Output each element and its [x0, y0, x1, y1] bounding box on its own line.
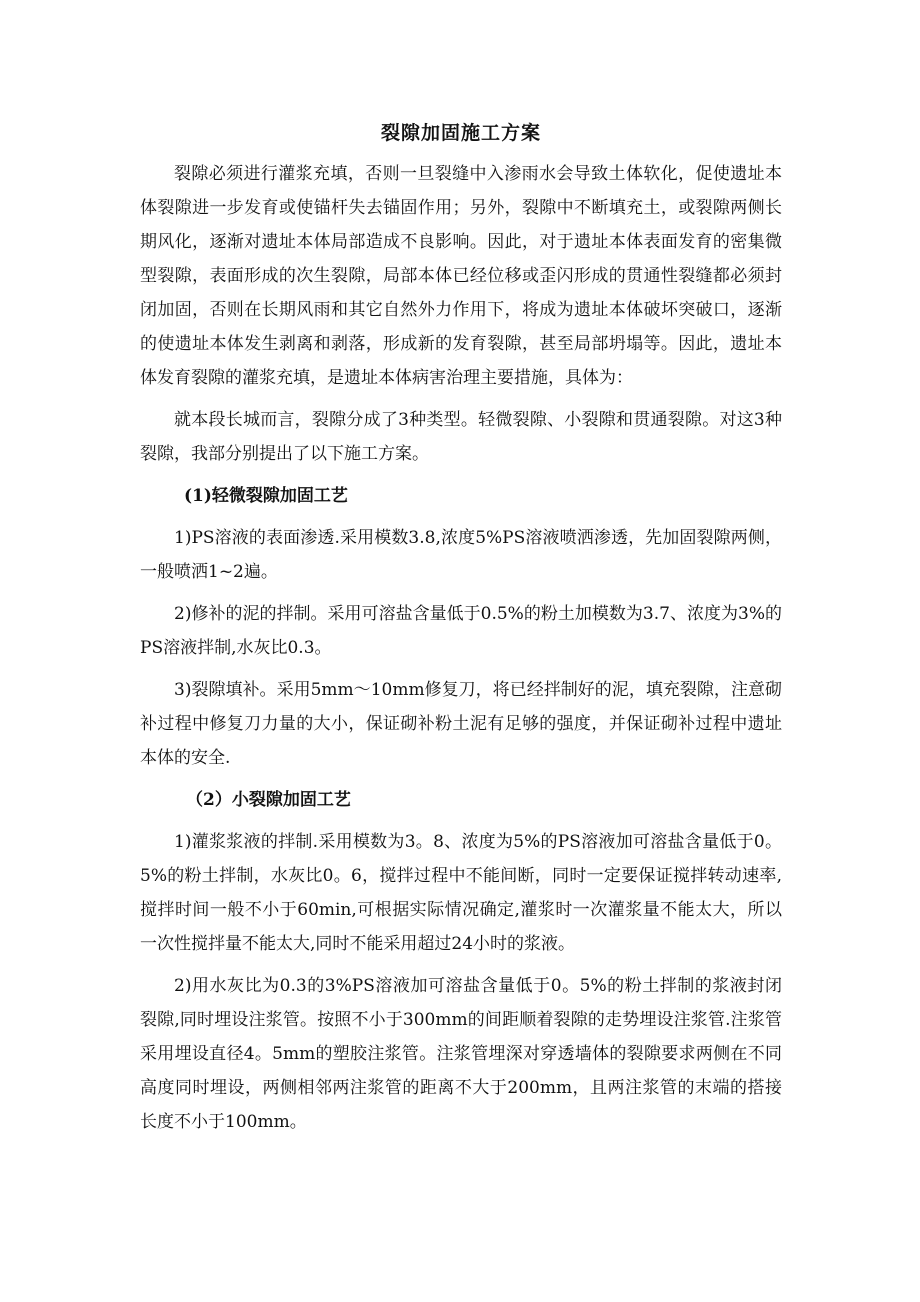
section-2-item-1: 1)灌浆浆液的拌制.采用模数为3。8、浓度为5%的PS溶液加可溶盐含量低于0。5%的粉土拌制，水灰比0。6，搅拌过程中不能间断，同时一定要保证搅拌转动速率,搅拌时间一般不小于60min,可根据实际情况确定,灌浆时一次灌浆量不能太大，所以一次性搅拌量不能太大,同时不能采用超过24小时的浆液。: [140, 832, 782, 954]
section-1-item-2: 2)修补的泥的拌制。采用可溶盐含量低于0.5%的粉土加模数为3.7、浓度为3%的PS溶液拌制,水灰比0.3。: [140, 604, 782, 658]
section-2-item-2: 2)用水灰比为0.3的3%PS溶液加可溶盐含量低于0。5%的粉土拌制的浆液封闭裂隙,同时埋设注浆管。按照不小于300mm的间距顺着裂隙的走势埋设注浆管.注浆管采用埋设直径4。5mm的塑胶注浆管。注浆管埋深对穿透墙体的裂隙要求两侧在不同高度同时埋设，两侧相邻两注浆管的距离不大于200mm，且两注浆管的末端的搭接长度不小于100mm。: [140, 976, 782, 1132]
section-1-item-3: 3)裂隙填补。采用5mm～10mm修复刀，将已经拌制好的泥，填充裂隙，注意砌补过程中修复刀力量的大小，保证砌补粉土泥有足够的强度，并保证砌补过程中遗址本体的安全.: [140, 680, 782, 768]
section-1-item-1: 1)PS溶液的表面渗透.采用模数3.8,浓度5%PS溶液喷洒渗透，先加固裂隙两侧，一般喷洒1~2遍。: [140, 528, 782, 582]
document-title: 裂隙加固施工方案: [380, 122, 541, 144]
section-2-heading: （2）小裂隙加固工艺: [186, 790, 351, 810]
intro-paragraph: 裂隙必须进行灌浆充填，否则一旦裂缝中入渗雨水会导致土体软化，促使遗址本体裂隙进一步发育或使锚杆失去锚固作用；另外，裂隙中不断填充土，或裂隙两侧长期风化，逐渐对遗址本体局部造成不良影响。因此，对于遗址本体表面发育的密集微型裂隙，表面形成的次生裂隙，局部本体已经位移或歪闪形成的贯通性裂缝都必须封闭加固，否则在长期风雨和其它自然外力作用下，将成为遗址本体破坏突破口，逐渐的使遗址本体发生剥离和剥落，形成新的发育裂隙，甚至局部坍塌等。因此，遗址本体发育裂隙的灌浆充填，是遗址本体病害治理主要措施，具体为：: [140, 164, 782, 388]
section-1-heading: (1)轻微裂隙加固工艺: [184, 486, 348, 506]
crack-types-paragraph: 就本段长城而言，裂隙分成了3种类型。轻微裂隙、小裂隙和贯通裂隙。对这3种裂隙，我部分别提出了以下施工方案。: [140, 410, 782, 464]
